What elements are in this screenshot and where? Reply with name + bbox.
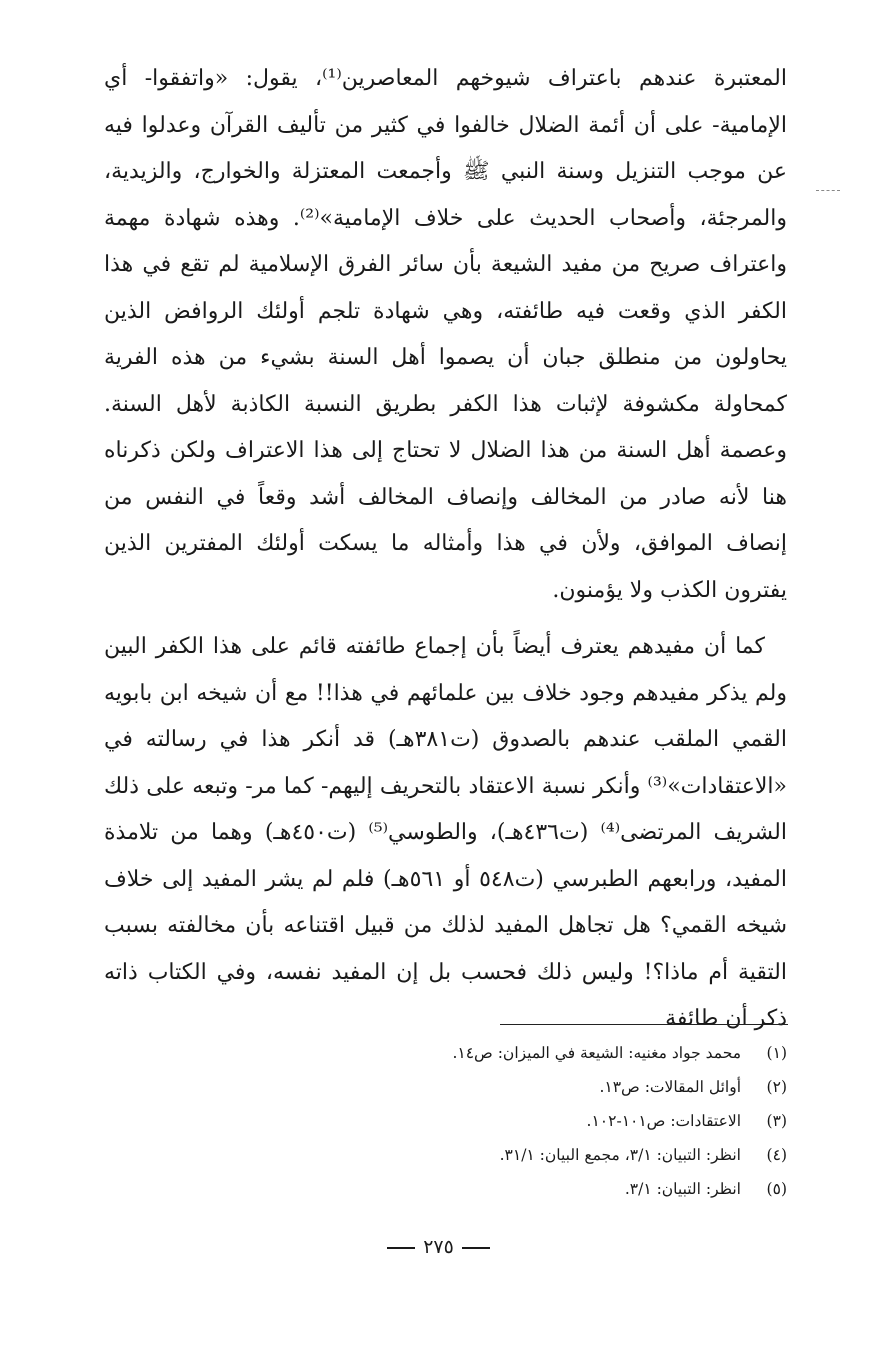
page-number: ٢٧٥ [423, 1236, 454, 1258]
footnote-number: (٣) [766, 1112, 787, 1130]
paragraph-2: كما أن مفيدهم يعترف أيضاً بأن إجماع طائفته قائم على هذا الكفر البين ولم يذكر مفيدهم وجود خلاف بين علمائهم في هذا!! مع أن شيخه ابن بابويه القمي الملقب عندهم بالصدوق (ت٣٨١هـ) قد أنكر هذا في رسالته في «الاعتقادات»⁽³⁾ وأنكر نسبة الاعتقاد بالتحريف إليهم- كما مر- وتبعه على ذلك الشريف المرتضى⁽⁴⁾ (ت٤٣٦هـ)، والطوسي⁽⁵⁾ (ت٤٥٠هـ) وهما من تلامذة المفيد، ورابعهم الطبرسي (ت٥٤٨ أو ٥٦١هـ) فلم لم يشر المفيد إلى خلاف شيخه القمي؟ هل تجاهل المفيد لذلك من قبيل اقتناعه بأن مخالفته بسبب التقية أم ماذا؟! وليس ذلك فحسب بل إن المفيد نفسه، وفي الكتاب ذاته ذكر أن طائفة [104, 634, 787, 1031]
footnote-5 [267, 1172, 787, 1206]
footnote-text: الاعتقادات: ص١٠١-١٠٢. [586, 1112, 741, 1130]
footnote-number: (١) [766, 1044, 787, 1062]
margin-mark [816, 190, 840, 191]
footnote-2 [267, 1070, 787, 1104]
footnote-text: أوائل المقالات: ص١٣. [599, 1078, 741, 1096]
footnote-number: (٢) [766, 1078, 787, 1096]
page-number-footer [0, 1236, 877, 1258]
footnote-text: انظر: التبيان: ٣/١. [624, 1180, 741, 1198]
dash-left [462, 1247, 490, 1249]
footnote-4 [267, 1138, 787, 1172]
footnote-text: انظر: التبيان: ٣/١، مجمع البيان: ٣١/١. [499, 1146, 741, 1164]
footnote-number: (٤) [766, 1146, 787, 1164]
dash-right [387, 1247, 415, 1249]
footnote-3 [267, 1104, 787, 1138]
footnote-number: (٥) [766, 1180, 787, 1198]
footnote-separator [500, 1024, 788, 1025]
footnotes-list [267, 1036, 787, 1206]
page-body [104, 56, 787, 1043]
paragraph-1: المعتبرة عندهم باعتراف شيوخهم المعاصرين⁽¹⁾، يقول: «واتفقوا- أي الإمامية- على أن أئمة الضلال خالفوا في كثير من تأليف القرآن وعدلوا فيه عن موجب التنزيل وسنة النبي ﷺ وأجمعت المعتزلة والخوارج، والزيدية، والمرجئة، وأصحاب الحديث على خلاف الإمامية»⁽²⁾. وهذه شهادة مهمة واعتراف صريح من مفيد الشيعة بأن سائر الفرق الإسلامية لم تقع في هذا الكفر الذي وقعت فيه طائفته، وهي شهادة تلجم أولئك الروافض الذين يحاولون من منطلق جبان أن يصموا أهل السنة بشيء من هذه الفرية كمحاولة مكشوفة لإثبات هذا الكفر بطريق النسبة الكاذبة لأهل السنة. وعصمة أهل السنة من هذا الضلال لا تحتاج إلى هذا الاعتراف ولكن ذكرناه هنا لأنه صادر من المخالف وإنصاف المخالف أشد وقعاً في النفس من إنصاف الموافق، ولأن في هذا وأمثاله ما يسكت أولئك المفترين الذين يفترون الكذب ولا يؤمنون. [104, 66, 787, 603]
footnote-text: محمد جواد مغنيه: الشيعة في الميزان: ص١٤. [452, 1044, 741, 1062]
footnote-1 [267, 1036, 787, 1070]
